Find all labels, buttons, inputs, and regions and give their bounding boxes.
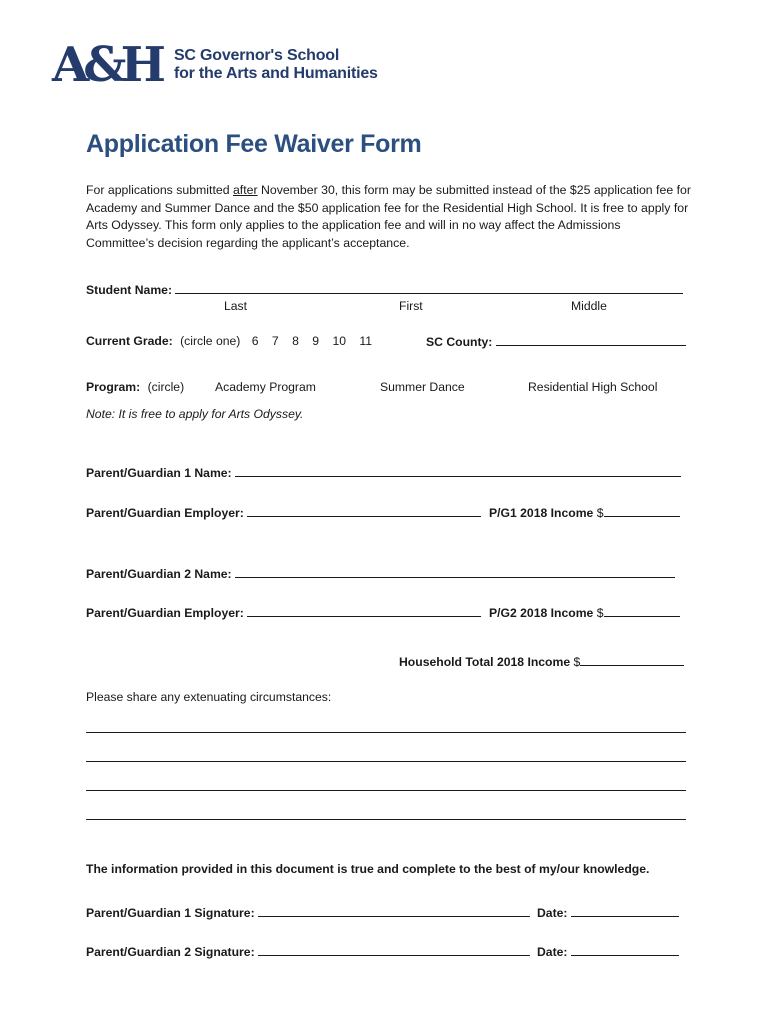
certification-statement: The information provided in this document is true and complete to the best of my/our knowledge. (86, 862, 650, 876)
guardian2-employer-row (86, 605, 481, 620)
program-hint: (circle) (147, 380, 185, 394)
household-income-row (399, 654, 684, 669)
guardian2-name-field[interactable] (235, 566, 675, 578)
signature1-date-field[interactable] (571, 905, 679, 917)
signature1-field[interactable] (258, 905, 530, 917)
program-option-residential[interactable]: Residential High School (528, 380, 658, 394)
signature1-date-label: Date: (537, 906, 568, 920)
signature1-row (86, 905, 530, 920)
guardian2-income-row (489, 605, 680, 620)
student-middle-caption: Middle (571, 299, 607, 313)
household-dollar-sign: $ (573, 655, 581, 669)
guardian1-income-row (489, 505, 680, 520)
program-label: Program: (86, 380, 141, 394)
logo-line-2: for the Arts and Humanities (173, 65, 378, 82)
sc-county-row (426, 334, 686, 349)
guardian1-income-field[interactable] (604, 505, 680, 517)
circumstances-label: Please share any extenuating circumstances: (86, 690, 332, 704)
intro-part-2: November 30, this form may be submitted instead of the $25 application fee for Academy and Summer Dance and the $50 application fee for the Residential High School. It is free to apply for Arts Odyssey. This form only applies to the application fee and will in no way affect the Admissions Committee’s decision regarding the applicant’s acceptance. (86, 183, 691, 250)
household-income-field[interactable] (580, 654, 684, 666)
school-logo (52, 37, 378, 93)
current-grade-hint: (circle one) (180, 334, 241, 348)
guardian1-name-label: Parent/Guardian 1 Name: (86, 466, 232, 480)
current-grade-label: Current Grade: (86, 334, 173, 348)
sc-county-field[interactable] (496, 334, 686, 346)
program-option-summer-dance[interactable]: Summer Dance (380, 380, 465, 394)
guardian2-income-field[interactable] (604, 605, 680, 617)
guardian1-name-row (86, 465, 681, 480)
signature1-label: Parent/Guardian 1 Signature: (86, 906, 255, 920)
guardian2-employer-field[interactable] (247, 605, 481, 617)
logo-mark: A&H (52, 37, 160, 93)
guardian1-dollar-sign: $ (596, 506, 604, 520)
student-name-field[interactable] (175, 282, 683, 294)
signature2-date-label: Date: (537, 945, 568, 959)
sc-county-label: SC County: (426, 335, 493, 349)
circumstances-line[interactable] (86, 790, 686, 791)
program-option-academy[interactable]: Academy Program (215, 380, 316, 394)
signature2-row (86, 944, 530, 959)
guardian2-employer-label: Parent/Guardian Employer: (86, 606, 244, 620)
student-name-row (86, 282, 683, 297)
guardian1-employer-field[interactable] (247, 505, 481, 517)
signature2-date-field[interactable] (571, 944, 679, 956)
guardian1-income-label: P/G1 2018 Income (489, 506, 594, 520)
signature2-date-row (537, 944, 679, 959)
signature2-label: Parent/Guardian 2 Signature: (86, 945, 255, 959)
guardian2-dollar-sign: $ (596, 606, 604, 620)
signature2-field[interactable] (258, 944, 530, 956)
student-first-caption: First (399, 299, 423, 313)
household-income-label: Household Total 2018 Income (399, 655, 571, 669)
circumstances-line[interactable] (86, 819, 686, 820)
grade-option[interactable]: 6 (251, 334, 259, 348)
student-name-label: Student Name: (86, 283, 172, 297)
current-grade-row (86, 334, 382, 348)
signature1-date-row (537, 905, 679, 920)
grade-option[interactable]: 7 (271, 334, 279, 348)
grade-option[interactable]: 9 (312, 334, 320, 348)
guardian2-name-label: Parent/Guardian 2 Name: (86, 567, 232, 581)
guardian2-income-label: P/G2 2018 Income (489, 606, 594, 620)
grade-option[interactable]: 8 (292, 334, 299, 348)
intro-after-underlined: after (232, 183, 258, 197)
program-row (86, 380, 184, 394)
logo-text (174, 47, 378, 83)
grade-option[interactable]: 10 (332, 334, 346, 348)
grade-option[interactable]: 11 (359, 334, 373, 348)
logo-line-1: SC Governor's School (173, 47, 340, 64)
page-title: Application Fee Waiver Form (86, 130, 422, 158)
intro-paragraph (86, 182, 692, 252)
guardian1-employer-label: Parent/Guardian Employer: (86, 506, 244, 520)
program-note: Note: It is free to apply for Arts Odyssey. (86, 407, 304, 421)
guardian1-name-field[interactable] (235, 465, 681, 477)
intro-part-1: For applications submitted (86, 183, 233, 197)
circumstances-line[interactable] (86, 732, 686, 733)
guardian1-employer-row (86, 505, 481, 520)
student-last-caption: Last (224, 299, 248, 313)
circumstances-line[interactable] (86, 761, 686, 762)
guardian2-name-row (86, 566, 675, 581)
